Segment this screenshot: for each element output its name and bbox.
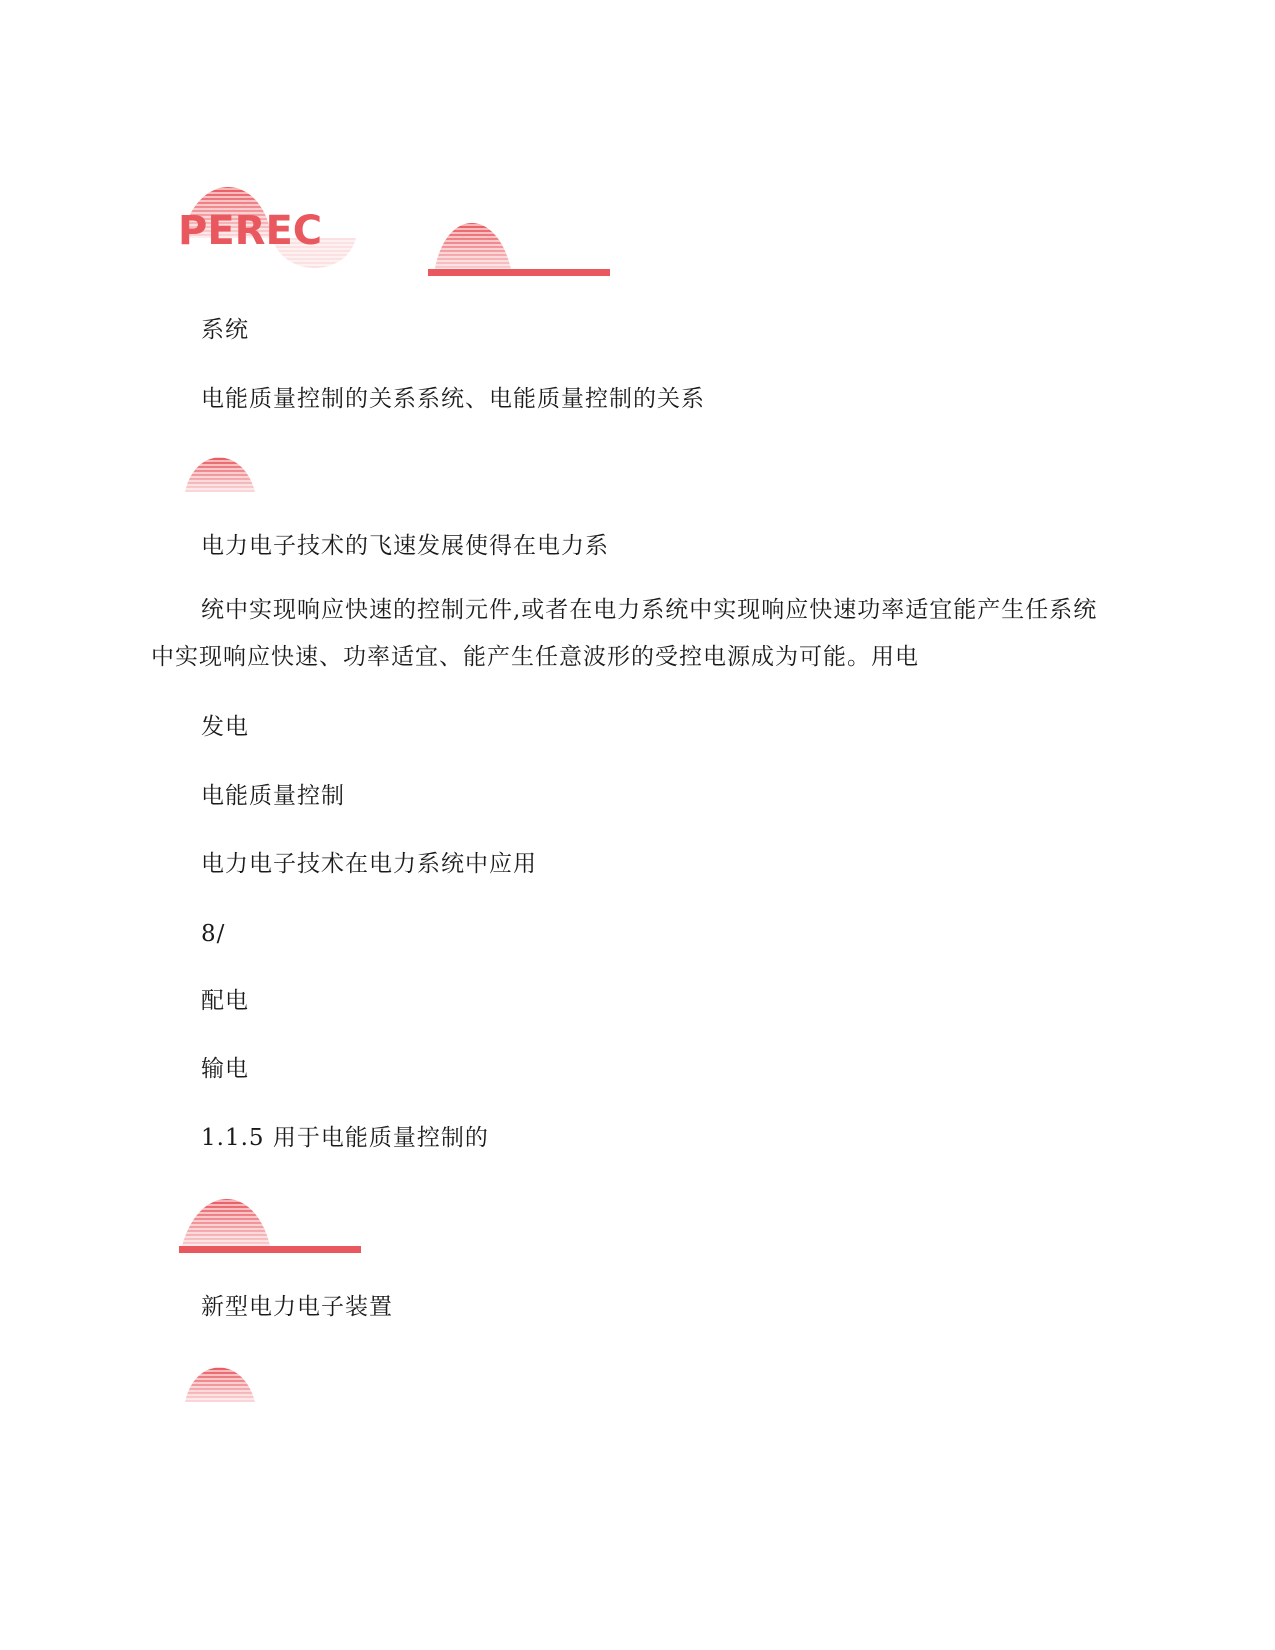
text-line-system: 系统 [201, 317, 249, 343]
perec-logo-partial [424, 212, 614, 276]
paragraph-power-electronics: 统中实现响应快速的控制元件,或者在电力系统中实现响应快速功率适宜能产生任系统中实现响应快速、功率适宜、能产生任意波形的受控电源成为可能。用电 [151, 597, 1098, 670]
text-line-application: 电力电子技术在电力系统中应用 [201, 851, 537, 877]
text-line-generation: 发电 [201, 714, 249, 740]
text-line-relation: 电能质量控制的关系系统、电能质量控制的关系 [201, 386, 705, 412]
text-line-power-quality: 电能质量控制 [201, 783, 345, 809]
text-line-page-number: 8/ [201, 921, 226, 947]
section-heading-1-1-5: 1.1.5 用于电能质量控制的 [201, 1125, 489, 1151]
perec-dome-small [183, 452, 257, 494]
perec-dome-small-2 [183, 1362, 257, 1404]
text-line-transmission: 输电 [201, 1056, 249, 1082]
svg-text:PEREC: PEREC [178, 208, 323, 254]
text-line-new-devices: 新型电力电子装置 [201, 1294, 393, 1320]
text-line-distribution: 配电 [201, 988, 249, 1014]
perec-logo-full [176, 160, 368, 280]
text-line-development: 电力电子技术的飞速发展使得在电力系 [201, 533, 609, 559]
perec-logo-partial-2 [177, 1188, 363, 1254]
